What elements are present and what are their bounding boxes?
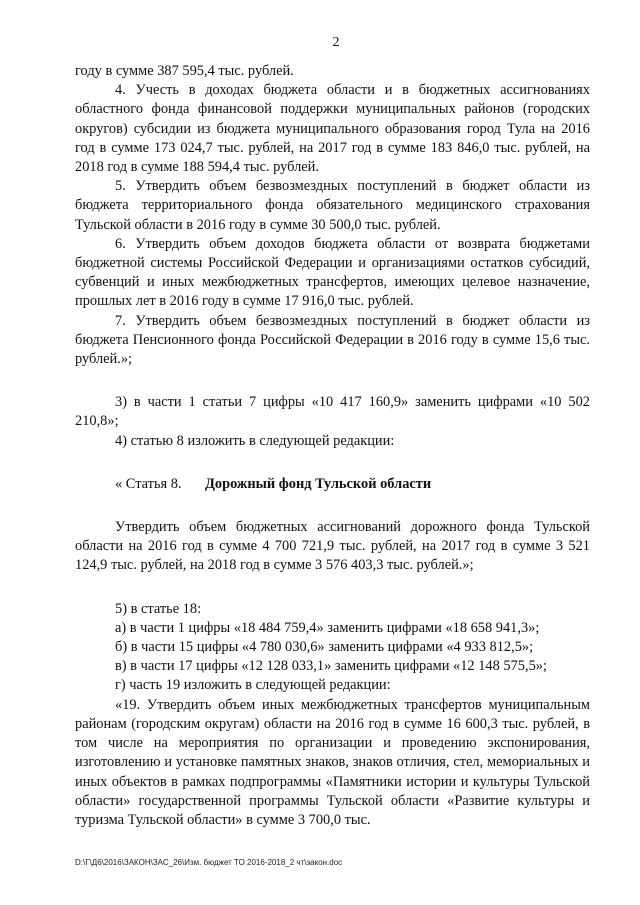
paragraph-item-5: 5. Утвердить объем безвозмездных поступлений в бюджет области из бюджета территориального фонда обязательного медицинского страхования Тульской области в 2016 году в сумме 30 500,0 тыс. рублей. [75,178,590,233]
paragraph-amend-3: 3) в части 1 статьи 7 цифры «10 417 160,9» заменить цифрами «10 502 210,8»; [75,394,590,430]
paragraph-item-7: 7. Утвердить объем безвозмездных поступлений в бюджет области из бюджета Пенсионного фонда Российской Федерации в 2016 году в сумме 15,6 тыс. рублей.»; [75,312,590,368]
paragraph-sub-v: в) в части 17 цифры «12 128 033,1» заменить цифрами «12 148 575,5»; [115,658,547,675]
paragraph-sub-a: а) в части 1 цифры «18 484 759,4» заменить цифрами «18 658 941,3»; [115,619,540,636]
document-body [75,62,590,830]
paragraph-continuation: году в сумме 387 595,4 тыс. рублей. [75,63,294,79]
paragraph-amend-5: 5) в статье 18: [115,600,202,617]
article-heading [75,475,590,494]
paragraph-sub-g: г) часть 19 изложить в следующей редакции: [115,677,391,694]
paragraph-item-6: 6. Утвердить объем доходов бюджета области от возврата бюджетами бюджетной системы Российской Федерации и организациями остатков субсидий, субвенций и иных межбюджетных трансфертов, имеющих целевое назначение, прошлых лет в 2016 году в сумме 17 916,0 тыс. рублей. [75,235,590,310]
spacer [75,494,590,518]
spacer [75,369,590,393]
paragraph-item-4: 4. Учесть в доходах бюджета области и в бюджетных ассигнованиях областного фонда финансовой поддержки муниципальных районов (городских округов) субсидии из бюджета муниципального образования город Тула на 2016 год в сумме 173 024,7 тыс. рублей, на 2017 год в сумме 183 846,0 тыс. рублей, на 2018 год в сумме 188 594,4 тыс. рублей. [75,82,590,176]
paragraph-amend-4: 4) статью 8 изложить в следующей редакции: [115,432,395,449]
paragraph-road-fund: Утвердить объем бюджетных ассигнований дорожного фонда Тульской области на 2016 год в сумме 4 700 721,9 тыс. рублей, на 2017 год в сумме 3 521 124,9 тыс. рублей, на 2018 год в сумме 3 576 403,3 тыс. рублей.»; [75,519,590,574]
spacer [75,576,590,600]
spacer [75,451,590,475]
file-path-footer: D:\Г\Д6\2016\ЗАКОН\ЗАС_26\Изм. бюджет ТО 2016-2018_2 чт\закон.doc [75,858,343,867]
page-number: 2 [332,35,340,50]
article-title: Дорожный фонд Тульской области [205,475,432,492]
article-number: « Статья 8. [115,475,182,492]
paragraph-sub-b: б) в части 15 цифры «4 780 030,6» заменить цифрами «4 933 812,5»; [115,639,534,656]
paragraph-part-19: «19. Утвердить объем иных межбюджетных трансфертов муниципальным районам (городским округам) области на 2016 год в сумме 16 600,3 тыс. рублей, в том числе на мероприятия по организации и проведению экспонирования, изготовлению и установке памятных знаков, знаков отличия, стел, мемориальных и иных объектов в рамках подпрограммы «Памятники истории и культуры Тульской области» государственной программы Тульской области «Развитие культуры и туризма Тульской области» в сумме 3 700,0 тыс. [75,696,590,828]
